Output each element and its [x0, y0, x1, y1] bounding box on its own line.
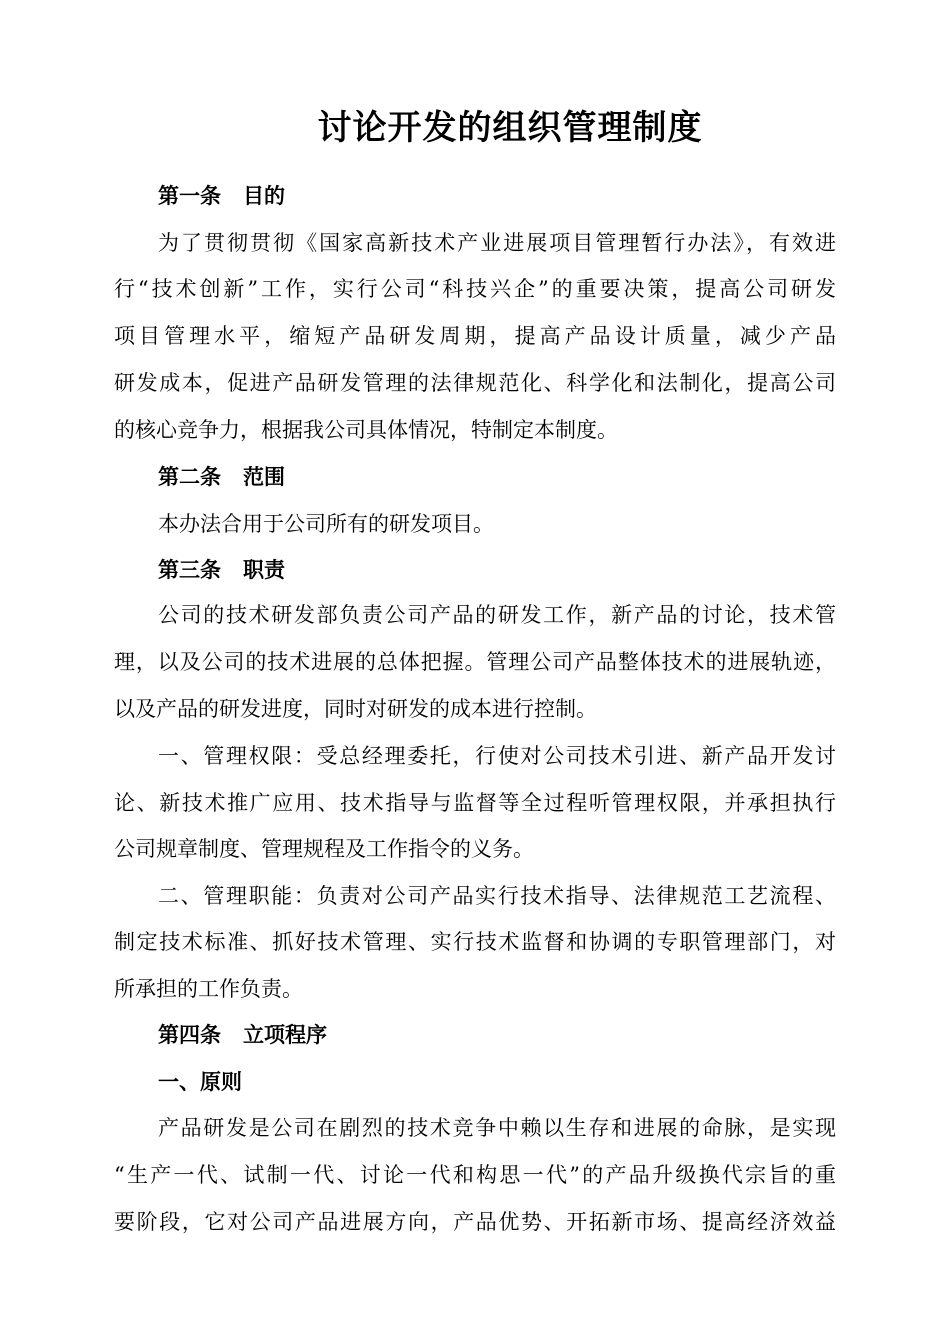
article-name: 职责: [243, 557, 285, 582]
paragraph-line: 产品研发是公司在剧烈的技术竞争中赖以生存和进展的命脉，是实现: [158, 1116, 836, 1140]
paragraph-line: 项目管理水平，缩短产品研发周期，提高产品设计质量，减少产品: [114, 324, 836, 348]
article-name: 目的: [243, 183, 285, 208]
paragraph-line: 的核心竞争力，根据我公司具体情况，特制定本制度。: [114, 418, 618, 442]
paragraph-line: 行“技术创新”工作，实行公司“科技兴企”的重要决策，提高公司研发: [114, 277, 836, 301]
article-number: 第一条: [158, 183, 221, 208]
paragraph-line: 本办法合用于公司所有的研发项目。: [158, 512, 494, 536]
section-heading: 一、原则: [158, 1069, 242, 1094]
article-number: 第二条: [158, 464, 221, 489]
article-name: 范围: [243, 464, 285, 489]
paragraph-line: 理，以及公司的技术进展的总体把握。管理公司产品整体技术的进展轨迹，: [114, 650, 836, 674]
paragraph-line: “生产一代、试制一代、讨论一代和构思一代”的产品升级换代宗旨的重: [114, 1163, 836, 1187]
article-4-heading: [158, 1019, 327, 1049]
article-1-heading: [158, 180, 285, 210]
paragraph-line: 为了贯彻贯彻《国家高新技术产业进展项目管理暂行办法》，有效进: [158, 231, 836, 255]
document-title: 讨论开发的组织管理制度: [317, 108, 703, 148]
article-number: 第四条: [158, 1022, 221, 1047]
article-2-heading: [158, 461, 285, 491]
paragraph-line: 公司的技术研发部负责公司产品的研发工作，新产品的讨论，技术管: [158, 603, 836, 627]
paragraph-line: 二、管理职能：负责对公司产品实行技术指导、法律规范工艺流程、: [158, 884, 836, 908]
article-name: 立项程序: [243, 1022, 327, 1047]
paragraph-line: 研发成本，促进产品研发管理的法律规范化、科学化和法制化，提高公司: [114, 371, 836, 395]
article-number: 第三条: [158, 557, 221, 582]
paragraph-line: 一、管理权限：受总经理委托，行使对公司技术引进、新产品开发讨: [158, 744, 836, 768]
paragraph-line: 论、新技术推广应用、技术指导与监督等全过程听管理权限，并承担执行: [114, 791, 836, 815]
paragraph-line: 制定技术标准、抓好技术管理、实行技术监督和协调的专职管理部门，对: [114, 930, 836, 954]
paragraph-line: 以及产品的研发进度，同时对研发的成本进行控制。: [114, 697, 597, 721]
paragraph-line: 公司规章制度、管理规程及工作指令的义务。: [114, 837, 534, 861]
paragraph-line: 所承担的工作负责。: [114, 977, 303, 1001]
article-3-heading: [158, 554, 285, 584]
paragraph-line: 要阶段，它对公司产品进展方向，产品优势、开拓新市场、提高经济效益: [114, 1210, 836, 1234]
